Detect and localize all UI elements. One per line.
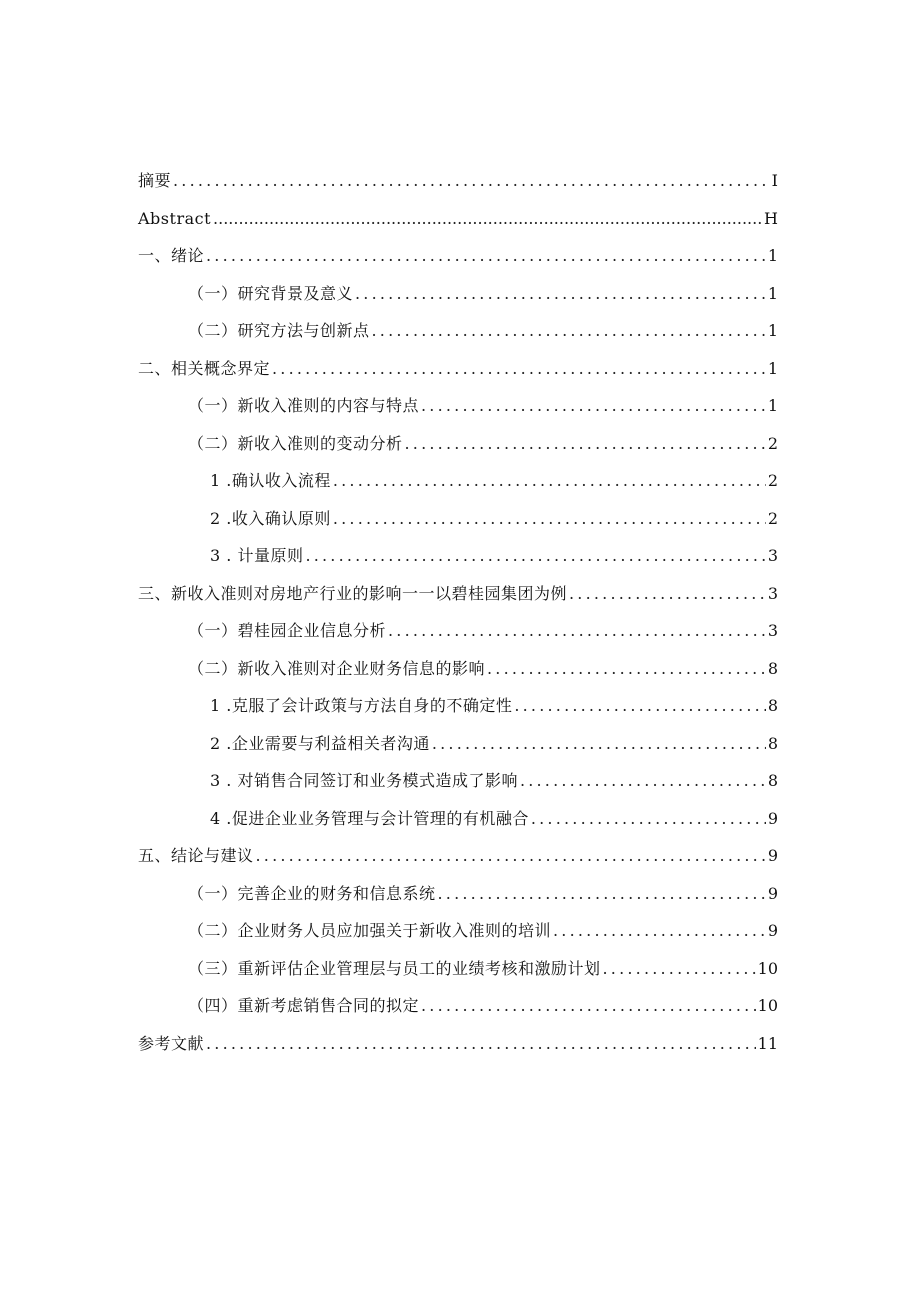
toc-entry-page: 2 <box>767 433 778 453</box>
dot-leader <box>553 912 766 950</box>
toc-entry[interactable] <box>138 800 778 838</box>
toc-entry-label: 2 .企业需要与利益相关者沟通 <box>210 733 430 753</box>
toc-entry-label: 一、绪论 <box>138 246 205 265</box>
toc-entry-page: 1 <box>767 321 778 340</box>
dot-leader <box>531 800 766 838</box>
dot-leader <box>514 687 765 725</box>
toc-entry-label: 3 . 计量原则 <box>210 546 304 565</box>
toc-entry-label: 二、相关概念界定 <box>138 358 271 378</box>
toc-entry-page: H <box>764 208 778 228</box>
toc-entry[interactable] <box>138 387 778 425</box>
toc-entry[interactable] <box>138 162 778 200</box>
toc-entry-label: 参考文献 <box>138 1033 205 1053</box>
dot-leader <box>206 237 766 275</box>
toc-entry-page: 8 <box>767 733 778 753</box>
dot-leader <box>603 950 756 988</box>
toc-entry[interactable] <box>138 500 778 538</box>
toc-entry[interactable] <box>138 912 778 950</box>
dot-leader <box>421 987 756 1025</box>
toc-entry-page: 3 <box>767 583 778 603</box>
toc-entry-page: I <box>771 171 778 190</box>
toc-entry-page: 3 <box>767 546 778 565</box>
toc-entry-page: 8 <box>767 658 778 678</box>
toc-entry-label: （二）企业财务人员应加强关于新收入准则的培训 <box>188 921 552 940</box>
toc-entry[interactable] <box>138 237 778 275</box>
toc-entry[interactable] <box>138 200 778 238</box>
toc-entry-page: 10 <box>757 958 778 978</box>
toc-entry[interactable] <box>138 875 778 913</box>
toc-entry-label: 4 .促进企业业务管理与会计管理的有机融合 <box>210 808 529 828</box>
toc-entry-label: 摘要 <box>138 171 172 190</box>
toc-entry-label: 3 . 对销售合同签订和业务模式造成了影响 <box>210 771 518 790</box>
toc-entry-page: 1 <box>767 246 778 265</box>
dot-leader <box>388 612 766 650</box>
toc-entry-page: 9 <box>767 921 778 940</box>
toc-entry[interactable] <box>138 425 778 463</box>
toc-entry-page: 3 <box>767 621 778 640</box>
dot-leader <box>333 462 766 500</box>
dot-leader <box>213 200 762 238</box>
toc-entry[interactable] <box>138 312 778 350</box>
dot-leader <box>569 575 766 613</box>
toc-entry-label: 2 .收入确认原则 <box>210 508 331 528</box>
dot-leader <box>372 312 766 350</box>
toc-entry[interactable] <box>138 987 778 1025</box>
toc-entry-page: 9 <box>767 883 778 903</box>
dot-leader <box>305 537 765 575</box>
toc-entry-page: 2 <box>767 471 778 490</box>
dot-leader <box>333 500 766 538</box>
dot-leader <box>520 762 766 800</box>
toc-entry[interactable] <box>138 950 778 988</box>
dot-leader <box>421 387 766 425</box>
toc-entry-page: 8 <box>767 696 778 715</box>
toc-entry-label: （二）研究方法与创新点 <box>188 321 370 340</box>
toc-entry[interactable] <box>138 575 778 613</box>
toc-entry-label: （二）新收入准则对企业财务信息的影响 <box>188 658 486 678</box>
toc-entry-label: 1 .确认收入流程 <box>210 471 331 490</box>
toc-entry-page: 8 <box>767 771 778 790</box>
toc-entry-label: Abstract <box>138 208 212 228</box>
toc-entry-label: 五、结论与建议 <box>138 846 254 865</box>
toc-entry[interactable] <box>138 650 778 688</box>
toc-entry[interactable] <box>138 687 778 725</box>
toc-entry-label: 三、新收入准则对房地产行业的影响一一以碧桂园集团为例 <box>138 583 568 603</box>
toc-entry[interactable] <box>138 762 778 800</box>
dot-leader <box>206 1025 756 1063</box>
dot-leader <box>256 837 766 875</box>
toc-entry[interactable] <box>138 350 778 388</box>
toc-entry-page: 2 <box>767 508 778 528</box>
toc-entry-label: （二）新收入准则的变动分析 <box>188 433 403 453</box>
toc-entry-page: 1 <box>767 283 778 303</box>
toc-entry[interactable] <box>138 837 778 875</box>
dot-leader <box>438 875 766 913</box>
dot-leader <box>272 350 766 388</box>
toc-entry-page: 9 <box>767 846 778 865</box>
toc-entry-page: 11 <box>757 1033 778 1053</box>
dot-leader <box>355 275 766 313</box>
dot-leader <box>487 650 766 688</box>
toc-entry-label: （三）重新评估企业管理层与员工的业绩考核和激励计划 <box>188 958 601 978</box>
dot-leader <box>405 425 766 463</box>
toc-entry-page: 9 <box>767 808 778 828</box>
toc-entry[interactable] <box>138 275 778 313</box>
toc-entry-label: （一）新收入准则的内容与特点 <box>188 396 420 415</box>
toc-entry-page: 1 <box>767 396 778 415</box>
toc-entry-label: （四）重新考虑销售合同的拟定 <box>188 996 420 1015</box>
toc-entry[interactable] <box>138 537 778 575</box>
toc-entry-label: （一）研究背景及意义 <box>188 283 354 303</box>
toc-entry[interactable] <box>138 1025 778 1063</box>
toc-entry[interactable] <box>138 612 778 650</box>
toc-entry-label: （一）完善企业的财务和信息系统 <box>188 883 436 903</box>
toc-entry[interactable] <box>138 462 778 500</box>
toc-entry-page: 1 <box>767 358 778 378</box>
toc-entry-page: 10 <box>757 996 778 1015</box>
toc-entry-label: （一）碧桂园企业信息分析 <box>188 621 387 640</box>
toc-entry[interactable] <box>138 725 778 763</box>
toc-entry-label: 1 .克服了会计政策与方法自身的不确定性 <box>210 696 513 715</box>
dot-leader <box>432 725 766 763</box>
dot-leader <box>173 162 768 200</box>
table-of-contents <box>138 162 778 1062</box>
